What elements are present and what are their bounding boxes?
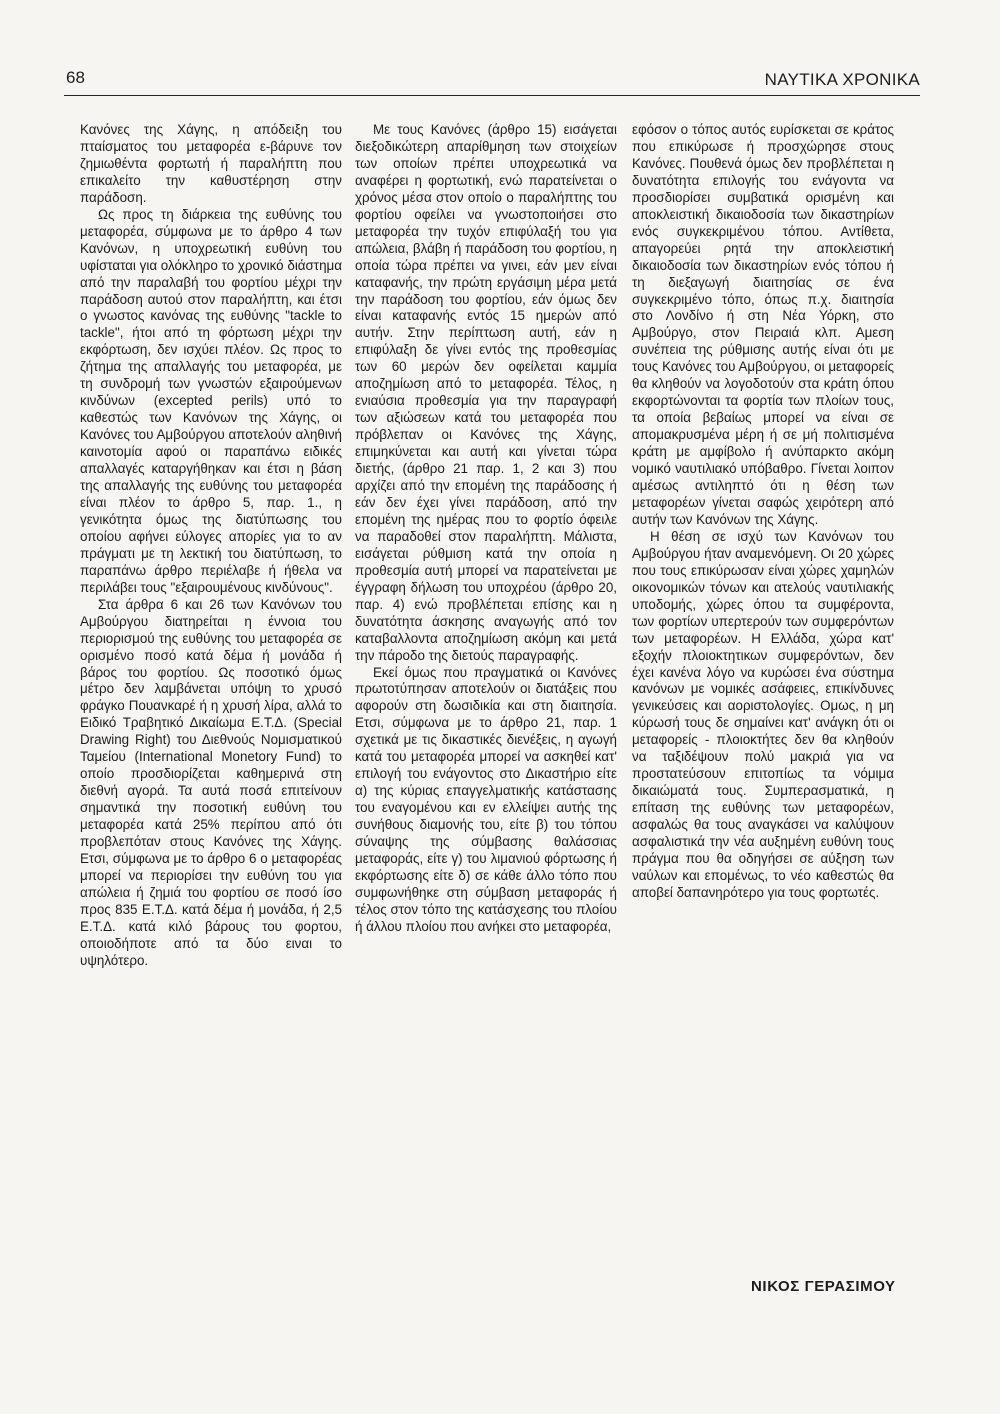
paragraph: Στα άρθρα 6 και 26 των Κανόνων του Αμβούργου διατηρείται η έννοια του περιορισμού της ευθύνης του μεταφορέα σε ορισμένο ποσό κατά δέμα ή μονάδα ή βάρος του φορτίου. Ως ποσοτικό όμως μέτρο δεν λαμβάνεται υπόψη το χρυσό φράγκο Πουανκαρέ ή η χρυσή λίρα, αλλά το Ειδικό Τραβητικό Δικαίωμα Ε.Τ.Δ. (Special Drawing Right) του Διεθνούς Νομισματικού Ταμείου (International Monetory Fund) το οποίο προσδιορίζεται καθημερινά στη διεθνή αγορά. Τα αυτά ποσά επιτείνουν σημαντικά την ποσοτική ευθύνη του μεταφορέα κατά 25% περίπου από ότι προβλεπόταν στους Κανόνες της Χάγης. Ετσι, σύμφωνα με το άρθρο 6 ο μεταφορέας μπορεί να περιορίσει την ευθύνη του για απώλεια ή ζημιά του φορτίου σε ποσό ίσο προς 835 Ε.Τ.Δ. κατά δέμα ή μονάδα, ή 2,5 Ε.Τ.Δ. κατά κιλό βάρους του φορτου, οποιοδήποτε από τα δύο ειναι το υψηλότερο.	[80, 596, 342, 968]
paragraph: εφόσον ο τόπος αυτός ευρίσκεται σε κράτος που επικύρωσε ή προσχώρησε στους Κανόνες. Πουθενά όμως δεν προβλέπεται η δυνατότητα επιλογής του ενάγοντα να προσδιορίσει συμβατικά ορισμένη και αποκλειστική δικαιοδοσία των δικαστηρίων ενός συγκεκριμένου τόπου. Αντίθετα, απαγορεύει ρητά την αποκλειστική δικαιοδοσία των δικαστηρίων ενός τόπου ή τη διεξαγωγή διαιτησίας σε ένα συγκεκριμένο τόπο, όπως π.χ. διαιτησία στο Λονδίνο ή στη Νέα Υόρκη, στο Αμβούργο, στον Πειραιά κλπ. Αμεση συνέπεια της ρύθμισης αυτής είναι ότι με τους Κανόνες του Αμβούργου, οι μεταφορείς θα κληθούν να λογοδοτούν στα κράτη όπου εκφορτώνονται τα φορτία των πλοίων τους, τα οποία βεβαίως μπορεί να είναι σε απομακρυσμένα μέρη ή σε μή πολιτισμένα κράτη με αμφίβολο ή ανύπαρκτο ακόμη νομικό ναυτιλιακό υπόβαθρο. Γίνεται λοιπον αμέσως αντιληπτό ότι η θέση των μεταφορέων γίνεται σαφώς χειρότερη από αυτήν των Κανόνων της Χάγης.	[632, 122, 894, 527]
running-head: ΝΑΥΤΙΚΑ ΧΡΟΝΙΚΑ	[764, 70, 920, 89]
header-rule	[64, 95, 920, 96]
article-column-2	[355, 122, 617, 936]
article-column-3	[632, 122, 894, 902]
paragraph: Κανόνες της Χάγης, η απόδειξη του πταίσματος του μεταφορέα ε-βάρυνε τον ζημιωθέντα φορτωτή ή παραλήπτη που επικαλείτο την καθυστέρηση στην παράδοση.	[80, 122, 342, 205]
paragraph: Ως προς τη διάρκεια της ευθύνης του μεταφορέα, σύμφωνα με το άρθρο 4 των Κανόνων, η υποχρεωτική ευθύνη του υφίσταται για ολόκληρο το χρονικό διάστημα από την παραλαβή του φορτίου μέχρι την παράδοση αυτού στον παραλήπτη, και έτσι ο γνωστος κανόνας της ευθύνης "tackle to tackle", ήτοι από τη φόρτωση μέχρι την εκφόρτωση, δεν ισχύει πλέον. Ως προς το ζήτημα της απαλλαγής του μεταφορέα, με τη συνδρομή των γνωστών εξαιρούμενων κινδύνων (excepted perils) υπό το καθεστώς των Κανόνων της Χάγης, οι Κανόνες του Αμβούργου αποτελούν αληθινή καινοτομία αφού οι παραπάνω ειδικές απαλλαγές καταργήθηκαν και έτσι η βάση της απαλλαγής της ευθύνης του μεταφορέα είναι πλέον το άρθρο 5, παρ. 1., η γενικότητα όμως της διατύπωσης του οποίου αφήνει εύλογες απορίες για το αν πράγματι με τη λεκτική του διατύπωση, το παραπάνω άρθρο περιέλαβε ή ήθελα να περιλάβει τους "εξαιρουμένους κινδύνους".	[80, 206, 342, 595]
paragraph: Εκεί όμως που πραγματικά οι Κανόνες πρωτοτύπησαν αποτελούν οι διατάξεις που αφορούν στη δωσιδικία και στη διαιτησία. Ετσι, σύμφωνα με το άρθρο 21, παρ. 1 σχετικά με τις δικαστικές διενέξεις, η αγωγή κατά του μεταφορέα μπορεί να ασκηθεί κατ' επιλογή του ενάγοντος στο Δικαστήριο είτε α) της κύριας επαγγελματικής κατάστασης του εναγομένου και εν ελλείψει αυτής της συνήθους διαμονής του, είτε β) του τόπου σύναψης της σύμβασης θαλάσσιας μεταφοράς, είτε γ) του λιμανιού φόρτωσης ή εκφόρτωσης είτε δ) σε κάθε άλλο τόπο που συμφωνήθηκε στη σύμβαση μεταφοράς ή τέλος στον τόπο της κατάσχεσης του πλοίου ή άλλου πλοίου που ανήκει στο μεταφορέα,	[355, 664, 617, 934]
article-column-1	[80, 122, 342, 970]
paragraph: Με τους Κανόνες (άρθρο 15) εισάγεται διεξοδικώτερη απαρίθμηση των στοιχείων των οποίων πρέπει υποχρεωτικά να αναφέρει η φορτωτική, ενώ παρατείνεται ο χρόνος μέσα στον οποίο ο παραλήπτης του φορτίου οφείλει να γνωστοποιήσει στο μεταφορέα την τυχόν επιφύλαξή του για απώλεια, βλάβη ή παράδοση του φορτίου, η οποία τώρα πρέπει να γινει, εάν μεν είναι καταφανής, την πρώτη εργάσιμη μέρα μετά την παράδοση του φορτίου, εάν όμως δεν είναι καταφανής εντός 15 ημερών από αυτήν. Στην περίπτωση αυτή, εάν η επιφύλαξη δε γίνει εντός της προθεσμίας των 60 μερών δεν οφείλεται καμμία αποζημίωση από το μεταφορέα. Τέλος, η ενιαύσια προθεσμία για την παραγραφή των αξιώσεων κατά του μεταφορέα που πρόβλεπαν οι Κανόνες της Χάγης, επιμηκύνεται και αυτή και γίνεται τώρα διετής, (άρθρο 21 παρ. 1, 2 και 3) που αρχίζει από την επομένη της παράδοσης ή εάν δεν έχει γίνει παράδοση, από την επομένη της ημέρας που το φορτίο όφειλε να παραδοθεί στον παραλήπτη. Μάλιστα, εισάγεται ρύθμιση κατά την οποία η προθεσμία αυτή μπορεί να παρατείνεται με έγγραφη δήλωση του υποχρέου (άρθρο 20, παρ. 4) ενώ προβλέπεται επίσης και η δυνατότητα άσκησης αναγωγής από τον καταβαλλοντα αποζημίωση ακόμη και μετά την πάροδο της διετούς παραγραφής.	[355, 122, 617, 663]
paragraph: Η θέση σε ισχύ των Κανόνων του Αμβούργου ήταν αναμενόμενη. Οι 20 χώρες που τους επικύρωσαν είναι χώρες χαμηλών οικονομικών τόνων και ατελούς ναυτιλιακής υποδομής, χώρες όπου τα συμφέροντα, των φορτίων υπερτερούν των συμφερόντων των μεταφορέων. Η Ελλάδα, χώρα κατ' εξοχήν πλοιοκτητικων συμφερόντων, δεν έχει κανένα λόγο να κυρώσει ένα σύστημα κανόνων με νομικές ασάφειες, επικίνδυνες γενικεύσεις και αοριστολογίες. Ομως, η μη κύρωσή τους δε σημαίνει κατ' ανάγκη ότι οι μεταφορείς - πλοιοκτήτες δεν θα κληθούν να ταξιδέψουν πολύ μακριά για να προστατεύσουν επιτοπίως τα νόμιμα δικαιώματά τους. Συμπερασματικά, η επίταση της ευθύνης των μεταφορέων, ασφαλώς θα τους αναγκάσει να καλύψουν ασφαλιστικά την νέα αυξημένη ευθύνη τους πράγμα που θα οδηγήσει σε αύξηση των ναύλων και επομένως, το νέο καθεστώς θα αποβεί δαπανηρότερο για τους φορτωτές.	[632, 528, 894, 900]
author-signature: ΝΙΚΟΣ ΓΕΡΑΣΙΜΟΥ	[751, 1278, 896, 1295]
page-number: 68	[66, 68, 85, 87]
